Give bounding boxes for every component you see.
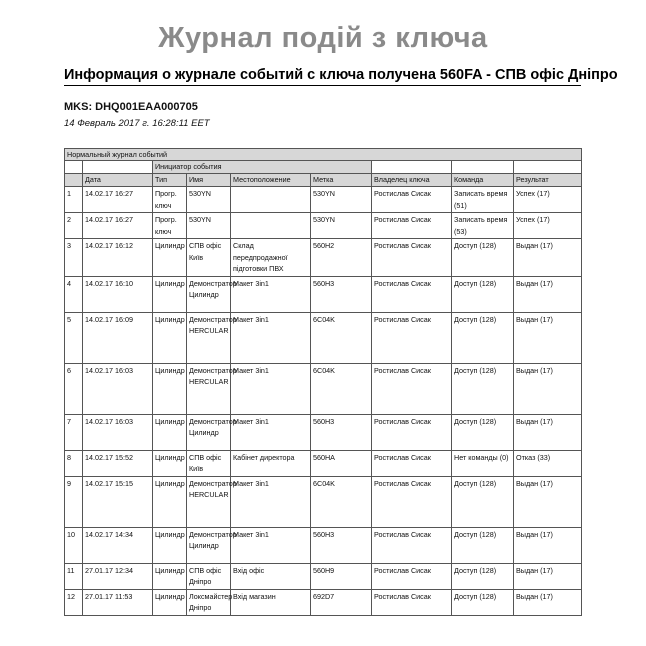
initiator-location: Вхід офіс: [231, 563, 311, 589]
tag: 560HA: [311, 450, 372, 476]
key-owner: Ростислав Сисак: [372, 213, 452, 239]
initiator-location: Макет 3in1: [231, 276, 311, 312]
table-row: [65, 213, 582, 239]
initiator-type: Цилиндр: [153, 312, 187, 363]
row-number: 5: [65, 312, 83, 363]
command: Доступ (128): [452, 414, 514, 450]
column-header: Дата: [83, 174, 153, 187]
initiator-location: [231, 187, 311, 213]
key-owner: Ростислав Сисак: [372, 589, 452, 615]
table-row: [65, 187, 582, 213]
row-number: 4: [65, 276, 83, 312]
column-header: [65, 174, 83, 187]
initiator-type: Цилиндр: [153, 414, 187, 450]
table-row: [65, 363, 582, 414]
tag: 530YN: [311, 213, 372, 239]
event-date: 14.02.17 16:27: [83, 213, 153, 239]
result: Отказ (33): [514, 450, 582, 476]
command: Доступ (128): [452, 312, 514, 363]
tag: 560H2: [311, 239, 372, 277]
initiator-name: СПВ офіс Дніпро: [187, 563, 231, 589]
column-header: Владелец ключа: [372, 174, 452, 187]
event-date: 14.02.17 16:03: [83, 414, 153, 450]
key-owner: Ростислав Сисак: [372, 312, 452, 363]
table-row: [65, 312, 582, 363]
initiator-type: Цилиндр: [153, 363, 187, 414]
key-owner: Ростислав Сисак: [372, 527, 452, 563]
initiator-location: Кабінет директора: [231, 450, 311, 476]
initiator-type: Прогр. ключ: [153, 187, 187, 213]
initiator-name: Демонстратор Цилиндр: [187, 276, 231, 312]
result: Выдан (17): [514, 312, 582, 363]
initiator-group-header: Инициатор события: [153, 161, 372, 174]
command: Доступ (128): [452, 239, 514, 277]
initiator-type: Цилиндр: [153, 239, 187, 277]
command: Записать время (51): [452, 187, 514, 213]
row-number: 10: [65, 527, 83, 563]
initiator-name: Демонстратор Цилиндр: [187, 527, 231, 563]
key-owner: Ростислав Сисак: [372, 276, 452, 312]
table-row: [65, 527, 582, 563]
key-owner: Ростислав Сисак: [372, 563, 452, 589]
initiator-location: Макет 3in1: [231, 363, 311, 414]
event-date: 27.01.17 12:34: [83, 563, 153, 589]
row-number: 1: [65, 187, 83, 213]
tag: 560H3: [311, 527, 372, 563]
table-caption-row: [65, 149, 582, 161]
result: Выдан (17): [514, 476, 582, 527]
initiator-location: [231, 213, 311, 239]
initiator-name: Демонстратор Цилиндр: [187, 414, 231, 450]
tag: 6C04K: [311, 363, 372, 414]
tag: 692D7: [311, 589, 372, 615]
group-spacer: [372, 161, 452, 174]
event-date: 14.02.17 15:52: [83, 450, 153, 476]
tag: 6C04K: [311, 476, 372, 527]
command: Доступ (128): [452, 363, 514, 414]
result: Выдан (17): [514, 239, 582, 277]
initiator-location: Макет 3in1: [231, 312, 311, 363]
key-owner: Ростислав Сисак: [372, 363, 452, 414]
initiator-name: Демонстратор HERCULAR: [187, 312, 231, 363]
event-date: 14.02.17 16:09: [83, 312, 153, 363]
initiator-type: Цилиндр: [153, 450, 187, 476]
column-header: Имя: [187, 174, 231, 187]
result: Выдан (17): [514, 276, 582, 312]
command: Доступ (128): [452, 563, 514, 589]
table-caption: Нормальный журнал событий: [65, 149, 582, 161]
command: Записать время (53): [452, 213, 514, 239]
report-datetime: 14 Февраль 2017 г. 16:28:11 EET: [64, 118, 210, 129]
group-spacer: [65, 161, 83, 174]
table-row: [65, 476, 582, 527]
event-date: 14.02.17 16:03: [83, 363, 153, 414]
result: Успех (17): [514, 187, 582, 213]
event-date: 14.02.17 15:15: [83, 476, 153, 527]
group-spacer: [83, 161, 153, 174]
initiator-type: Цилиндр: [153, 589, 187, 615]
row-number: 2: [65, 213, 83, 239]
initiator-name: Локсмайстер Дніпро: [187, 589, 231, 615]
initiator-type: Прогр. ключ: [153, 213, 187, 239]
tag: 560H3: [311, 276, 372, 312]
column-header: Результат: [514, 174, 582, 187]
row-number: 8: [65, 450, 83, 476]
result: Выдан (17): [514, 563, 582, 589]
result: Выдан (17): [514, 363, 582, 414]
result: Успех (17): [514, 213, 582, 239]
event-date: 14.02.17 16:27: [83, 187, 153, 213]
column-header: Местоположение: [231, 174, 311, 187]
table-row: [65, 563, 582, 589]
row-number: 12: [65, 589, 83, 615]
header-divider: [64, 85, 581, 86]
initiator-location: Макет 3in1: [231, 476, 311, 527]
result: Выдан (17): [514, 527, 582, 563]
key-owner: Ростислав Сисак: [372, 187, 452, 213]
initiator-name: Демонстратор HERCULAR: [187, 476, 231, 527]
group-header-row: [65, 161, 582, 174]
initiator-name: Демонстратор HERCULAR: [187, 363, 231, 414]
initiator-name: 530YN: [187, 213, 231, 239]
initiator-location: Вхід магазин: [231, 589, 311, 615]
row-number: 11: [65, 563, 83, 589]
command: Доступ (128): [452, 589, 514, 615]
event-date: 27.01.17 11:53: [83, 589, 153, 615]
mks-id: MKS: DHQ001EAA000705: [64, 101, 198, 113]
command: Нет команды (0): [452, 450, 514, 476]
tag: 530YN: [311, 187, 372, 213]
event-log-table: [64, 148, 582, 616]
row-number: 7: [65, 414, 83, 450]
initiator-name: СПВ офіс Київ: [187, 450, 231, 476]
key-owner: Ростислав Сисак: [372, 450, 452, 476]
group-spacer: [514, 161, 582, 174]
initiator-type: Цилиндр: [153, 527, 187, 563]
initiator-location: Макет 3in1: [231, 414, 311, 450]
row-number: 6: [65, 363, 83, 414]
event-date: 14.02.17 16:12: [83, 239, 153, 277]
command: Доступ (128): [452, 276, 514, 312]
result: Выдан (17): [514, 589, 582, 615]
initiator-name: СПВ офіс Київ: [187, 239, 231, 277]
result: Выдан (17): [514, 414, 582, 450]
event-date: 14.02.17 14:34: [83, 527, 153, 563]
row-number: 9: [65, 476, 83, 527]
column-header: Команда: [452, 174, 514, 187]
table-row: [65, 276, 582, 312]
page-title: Журнал подій з ключа: [158, 22, 488, 54]
initiator-location: Склад передпродажної підготовки ПВХ: [231, 239, 311, 277]
column-header: Метка: [311, 174, 372, 187]
tag: 560H3: [311, 414, 372, 450]
table-row: [65, 589, 582, 615]
column-header-row: [65, 174, 582, 187]
initiator-location: Макет 3in1: [231, 527, 311, 563]
table-row: [65, 239, 582, 277]
document-header: Информация о журнале событий с ключа получена 560FA - СПВ офіс Дніпро: [64, 67, 618, 83]
table-row: [65, 450, 582, 476]
column-header: Тип: [153, 174, 187, 187]
key-owner: Ростислав Сисак: [372, 476, 452, 527]
row-number: 3: [65, 239, 83, 277]
tag: 560H9: [311, 563, 372, 589]
command: Доступ (128): [452, 527, 514, 563]
group-spacer: [452, 161, 514, 174]
initiator-name: 530YN: [187, 187, 231, 213]
initiator-type: Цилиндр: [153, 563, 187, 589]
command: Доступ (128): [452, 476, 514, 527]
key-owner: Ростислав Сисак: [372, 414, 452, 450]
initiator-type: Цилиндр: [153, 476, 187, 527]
tag: 6C04K: [311, 312, 372, 363]
table-row: [65, 414, 582, 450]
event-date: 14.02.17 16:10: [83, 276, 153, 312]
initiator-type: Цилиндр: [153, 276, 187, 312]
key-owner: Ростислав Сисак: [372, 239, 452, 277]
